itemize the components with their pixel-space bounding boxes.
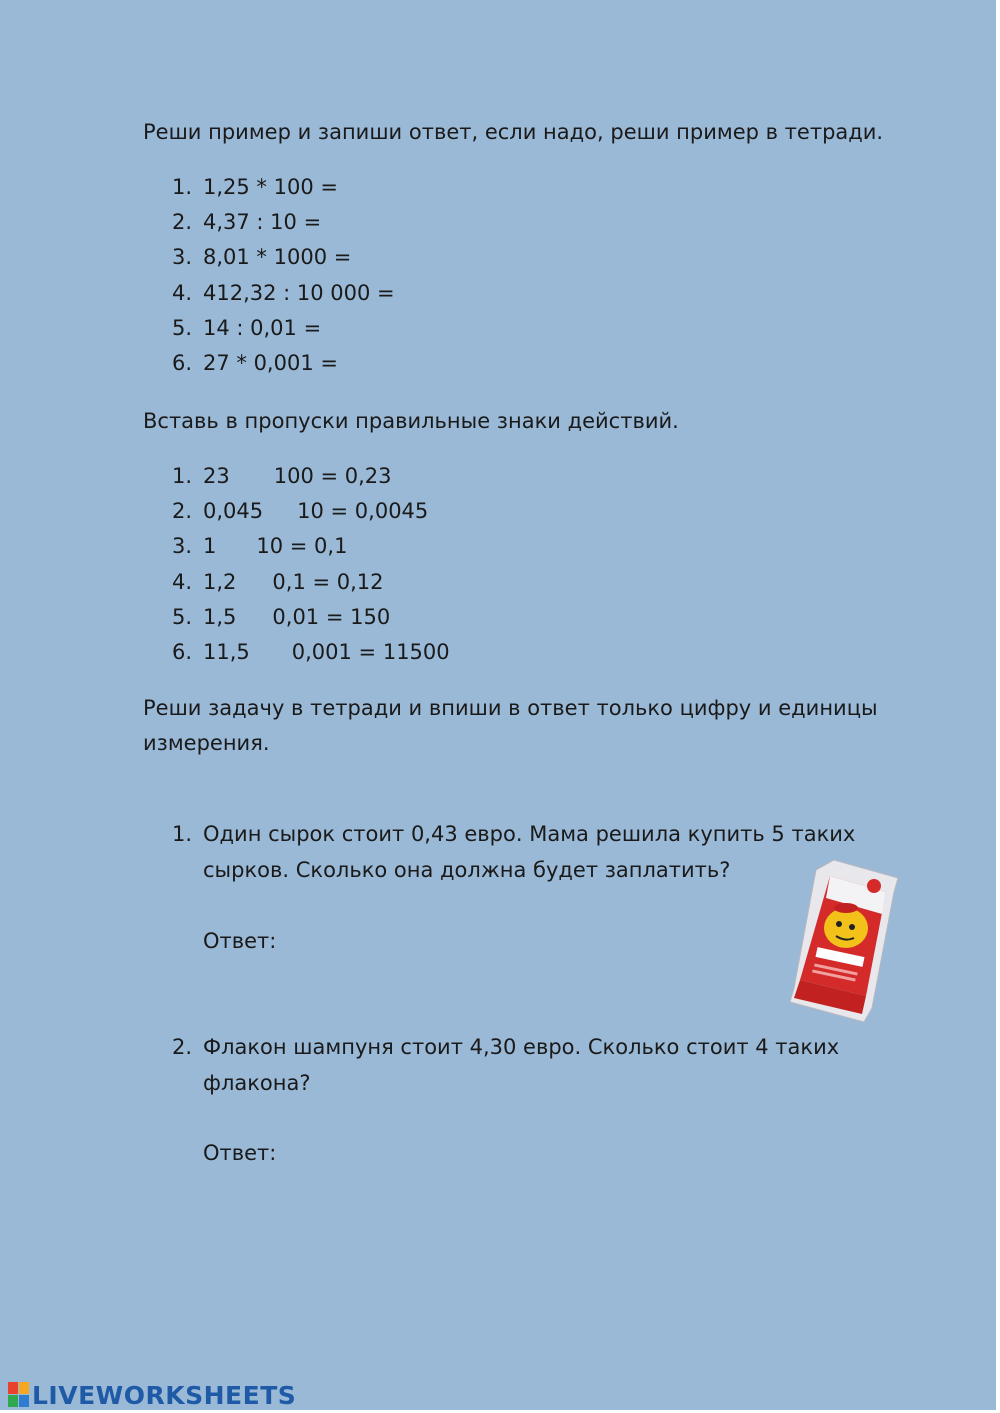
list-item: 4. 1,2 0,1 = 0,12: [172, 569, 384, 594]
list-item: 5. 14 : 0,01 =: [172, 315, 322, 340]
list-item: 3. 1 10 = 0,1: [172, 534, 348, 559]
examples-list: [172, 170, 395, 381]
instruction-solve-examples: Реши пример и запиши ответ, если надо, реши пример в тетради.: [143, 120, 884, 144]
liveworksheets-icon: [8, 1382, 30, 1408]
list-item: 6. 11,5 0,001 = 11500: [172, 639, 450, 664]
cheese-snack-image: [786, 856, 906, 1022]
answer-label: Ответ:: [203, 929, 277, 953]
list-item: 6. 27 * 0,001 =: [172, 350, 338, 375]
list-item: 1. 1,25 * 100 =: [172, 175, 338, 199]
list-item: 5. 1,5 0,01 = 150: [172, 604, 391, 629]
page-right-edge: [996, 0, 1000, 1413]
list-item: 2. 0,045 10 = 0,0045: [172, 499, 429, 524]
list-item: 1. 23 100 = 0,23: [172, 464, 392, 488]
answer-label: Ответ:: [203, 1141, 277, 1165]
list-item: 2. 4,37 : 10 =: [172, 210, 322, 235]
instruction-solve-task-line1: Реши задачу в тетради и впиши в ответ только цифру и единицы: [143, 696, 878, 720]
instruction-insert-signs: Вставь в пропуски правильные знаки действий.: [143, 409, 679, 433]
list-item: 4. 412,32 : 10 000 =: [172, 280, 395, 305]
signs-list: [172, 459, 450, 670]
liveworksheets-logo[interactable]: LIVEWORKSHEETS: [8, 1380, 296, 1410]
list-item: 3. 8,01 * 1000 =: [172, 245, 352, 270]
instruction-solve-task-line2: измерения.: [143, 731, 270, 755]
